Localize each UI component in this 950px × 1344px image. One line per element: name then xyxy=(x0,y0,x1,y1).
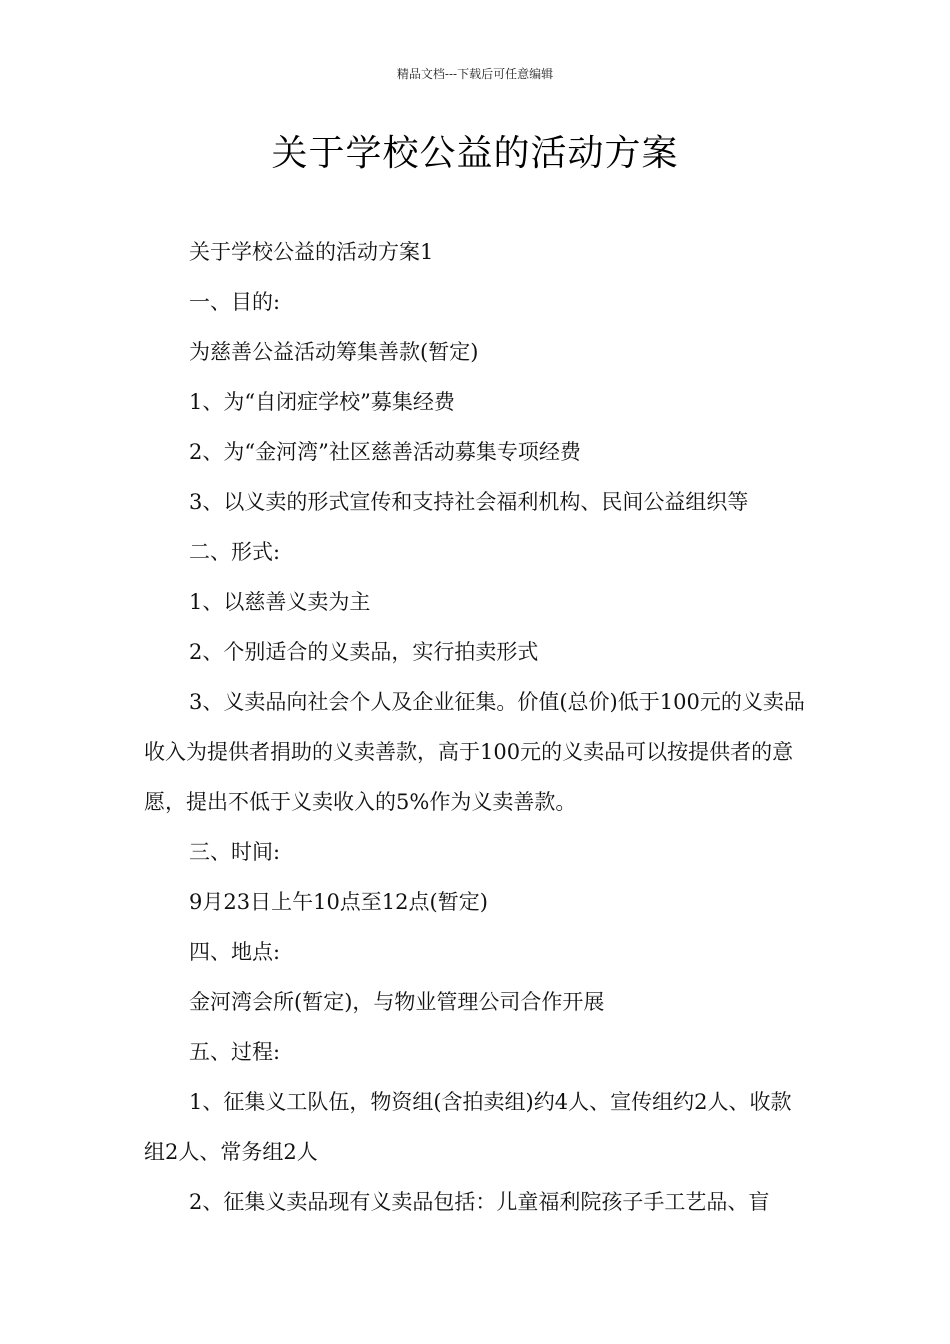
list-item: 3、以义卖的形式宣传和支持社会福利机构、民间公益组织等 xyxy=(189,490,749,514)
header-note: 精品文档---下载后可任意编辑 xyxy=(396,67,554,81)
body-paragraph: 9月23日上午10点至12点(暂定) xyxy=(189,890,488,914)
section-heading: 五、过程: xyxy=(189,1040,281,1064)
list-item: 1、为“自闭症学校”募集经费 xyxy=(189,390,455,414)
section-heading: 一、目的: xyxy=(189,290,281,314)
list-item: 2、征集义卖品现有义卖品包括：儿童福利院孩子手工艺品、盲 xyxy=(189,1190,770,1214)
section-heading: 四、地点: xyxy=(189,940,281,964)
list-item: 2、个别适合的义卖品，实行拍卖形式 xyxy=(189,640,539,664)
body-paragraph: 关于学校公益的活动方案1 xyxy=(189,240,434,264)
body-paragraph: 为慈善公益活动筹集善款(暂定) xyxy=(189,340,479,364)
document-title: 关于学校公益的活动方案 xyxy=(271,133,679,174)
document-body xyxy=(144,227,812,1227)
list-item: 2、为“金河湾”社区慈善活动募集专项经费 xyxy=(189,440,581,464)
section-heading: 二、形式: xyxy=(189,540,281,564)
list-item: 1、以慈善义卖为主 xyxy=(189,590,371,614)
body-paragraph: 金河湾会所(暂定)，与物业管理公司合作开展 xyxy=(189,990,605,1014)
list-item: 3、义卖品向社会个人及企业征集。价值(总价)低于100元的义卖品收入为提供者捐助的义卖善款，高于100元的义卖品可以按提供者的意愿，提出不低于义卖收入的5%作为义卖善款。 xyxy=(144,690,805,814)
section-heading: 三、时间: xyxy=(189,840,281,864)
list-item: 1、征集义工队伍，物资组(含拍卖组)约4人、宣传组约2人、收款组2人、常务组2人 xyxy=(144,1090,792,1164)
